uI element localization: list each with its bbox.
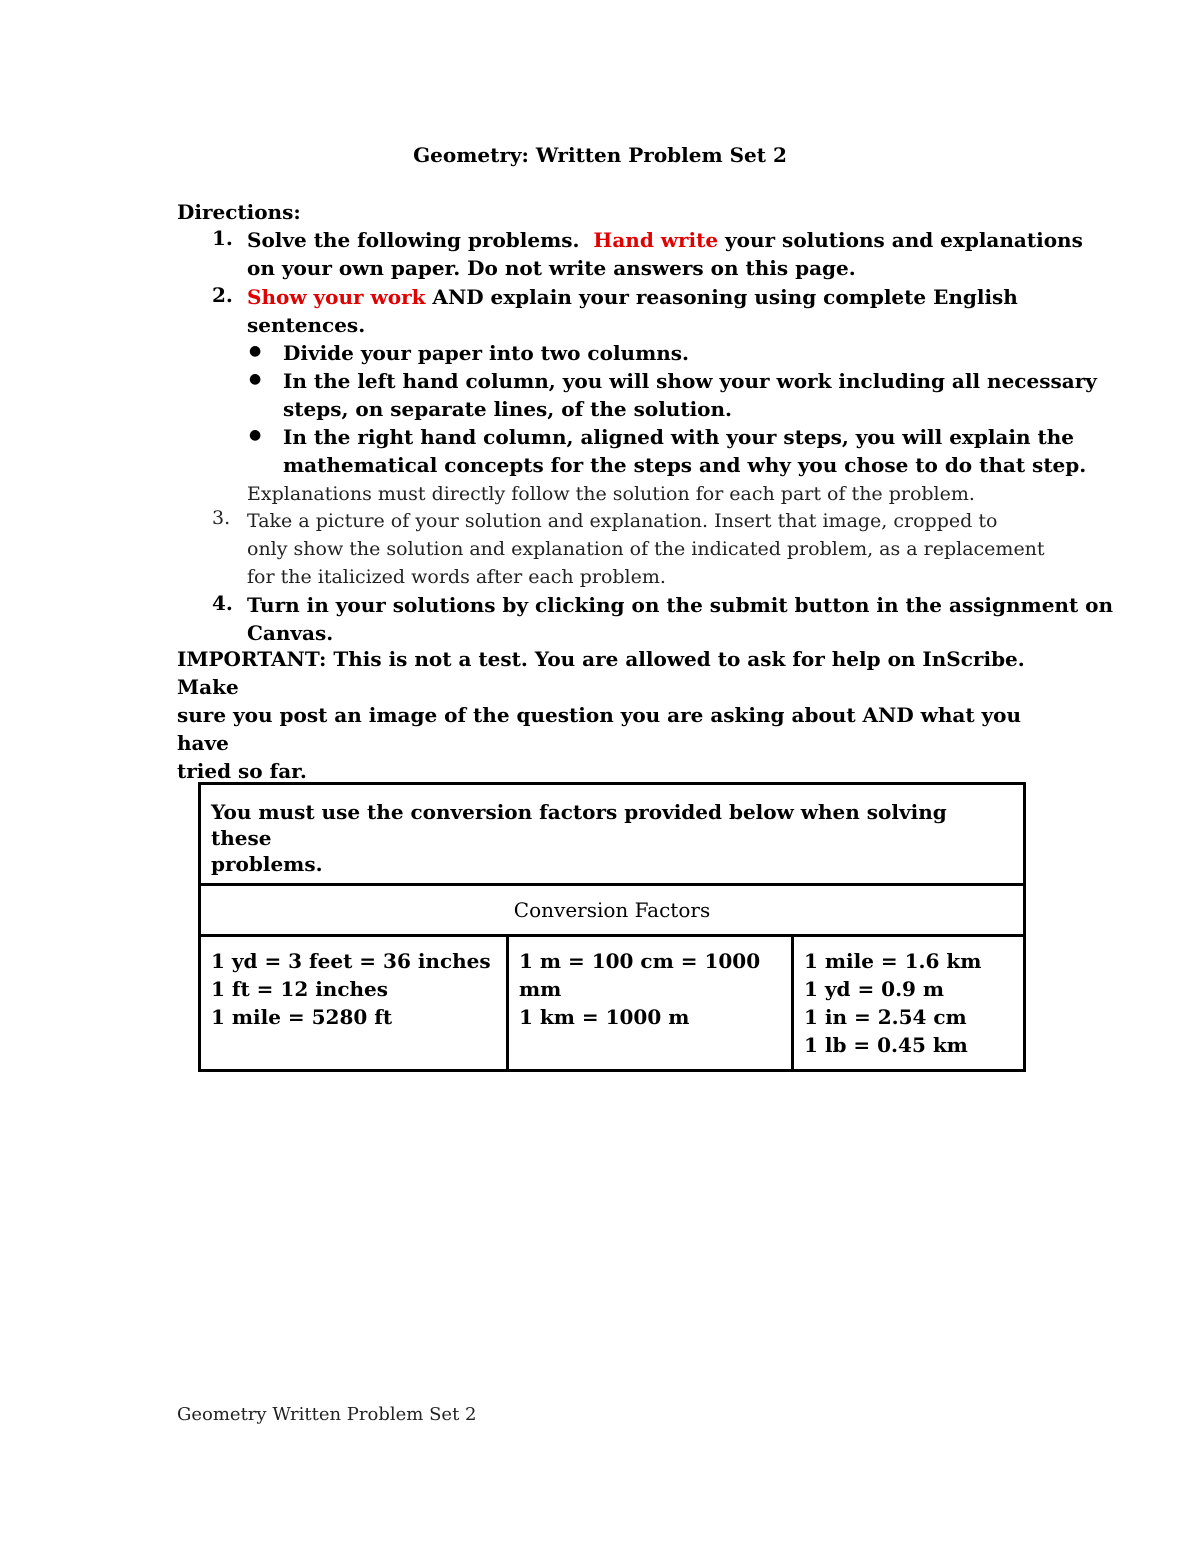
item-text-part: only show the solution and explanation of the indicated problem, as a replacement	[247, 538, 1045, 560]
directions-heading: Directions:	[177, 200, 301, 224]
conversion-cell-mixed	[793, 936, 1025, 1071]
item-text-part: sentences.	[247, 313, 366, 337]
conversion-factor: 1 mile = 5280 ft	[211, 1005, 393, 1029]
item-text-part: Canvas.	[247, 621, 334, 645]
bullet-text: Divide your paper into two columns.	[283, 341, 690, 365]
bullet-icon: ●	[249, 371, 262, 387]
emphasis-text: Hand write	[593, 228, 719, 252]
conversion-factor: 1 lb = 0.45 km	[804, 1033, 968, 1057]
important-note	[177, 645, 1027, 785]
conversion-header: Conversion Factors	[200, 885, 1025, 936]
page-title: Geometry: Written Problem Set 2	[413, 143, 787, 167]
item-text-part: Turn in your solutions by clicking on the submit button in the assignment on	[247, 593, 1114, 617]
item-number: 1.	[212, 226, 233, 250]
conversion-cell-imperial	[200, 936, 508, 1071]
conversion-factor: 1 mile = 1.6 km	[804, 949, 982, 973]
item-number: 4.	[212, 591, 233, 615]
important-line: tried so far.	[177, 759, 307, 783]
item-text	[247, 591, 1113, 647]
note-line: problems.	[211, 852, 323, 876]
conversion-note	[200, 784, 1025, 885]
conversion-factor: 1 yd = 3 feet = 36 inches	[211, 949, 491, 973]
bullet-text: In the left hand column, you will show your work including all necessary	[283, 369, 1097, 393]
item-number: 2.	[212, 283, 233, 307]
item-text-part: your solutions and explanations	[718, 228, 1083, 252]
bullet-item	[283, 423, 1086, 479]
bullet-text: mathematical concepts for the steps and why you chose to do that step.	[283, 453, 1087, 477]
conversion-factor: 1 m = 100 cm = 1000 mm	[519, 949, 761, 1001]
conversion-factor: 1 ft = 12 inches	[211, 977, 389, 1001]
bullet-text: In the right hand column, aligned with your steps, you will explain the	[283, 425, 1074, 449]
item-text	[247, 283, 1018, 339]
item-text-part: AND explain your reasoning using complete English	[425, 285, 1018, 309]
important-line: IMPORTANT: This is not a test. You are allowed to ask for help on InScribe. Make	[177, 647, 1025, 699]
item-text	[247, 226, 1083, 282]
bullet-item	[283, 367, 1097, 423]
item-text-part: for the italicized words after each problem.	[247, 566, 666, 588]
bullet-item	[283, 339, 689, 367]
conversion-cell-metric	[508, 936, 793, 1071]
item-text	[247, 507, 1045, 591]
bullet-icon: ●	[249, 427, 262, 443]
emphasis-text: Show your work	[247, 285, 426, 309]
bullet-icon: ●	[249, 343, 262, 359]
item-number: 3.	[212, 507, 231, 529]
bullet-text: steps, on separate lines, of the solution.	[283, 397, 733, 421]
note-line: You must use the conversion factors provided below when solving these	[211, 800, 947, 850]
item-text-part: on your own paper. Do not write answers on this page.	[247, 256, 856, 280]
conversion-factor: 1 in = 2.54 cm	[804, 1005, 967, 1029]
item-text-part: Solve the following problems.	[247, 228, 594, 252]
conversion-factor: 1 yd = 0.9 m	[804, 977, 945, 1001]
item-text-part: Take a picture of your solution and explanation. Insert that image, cropped to	[247, 510, 998, 532]
important-line: sure you post an image of the question you are asking about AND what you have	[177, 703, 1022, 755]
page-footer: Geometry Written Problem Set 2	[177, 1404, 477, 1425]
conversion-factor: 1 km = 1000 m	[519, 1005, 690, 1029]
explanation-note: Explanations must directly follow the solution for each part of the problem.	[247, 483, 975, 505]
conversion-table	[198, 782, 1026, 1072]
